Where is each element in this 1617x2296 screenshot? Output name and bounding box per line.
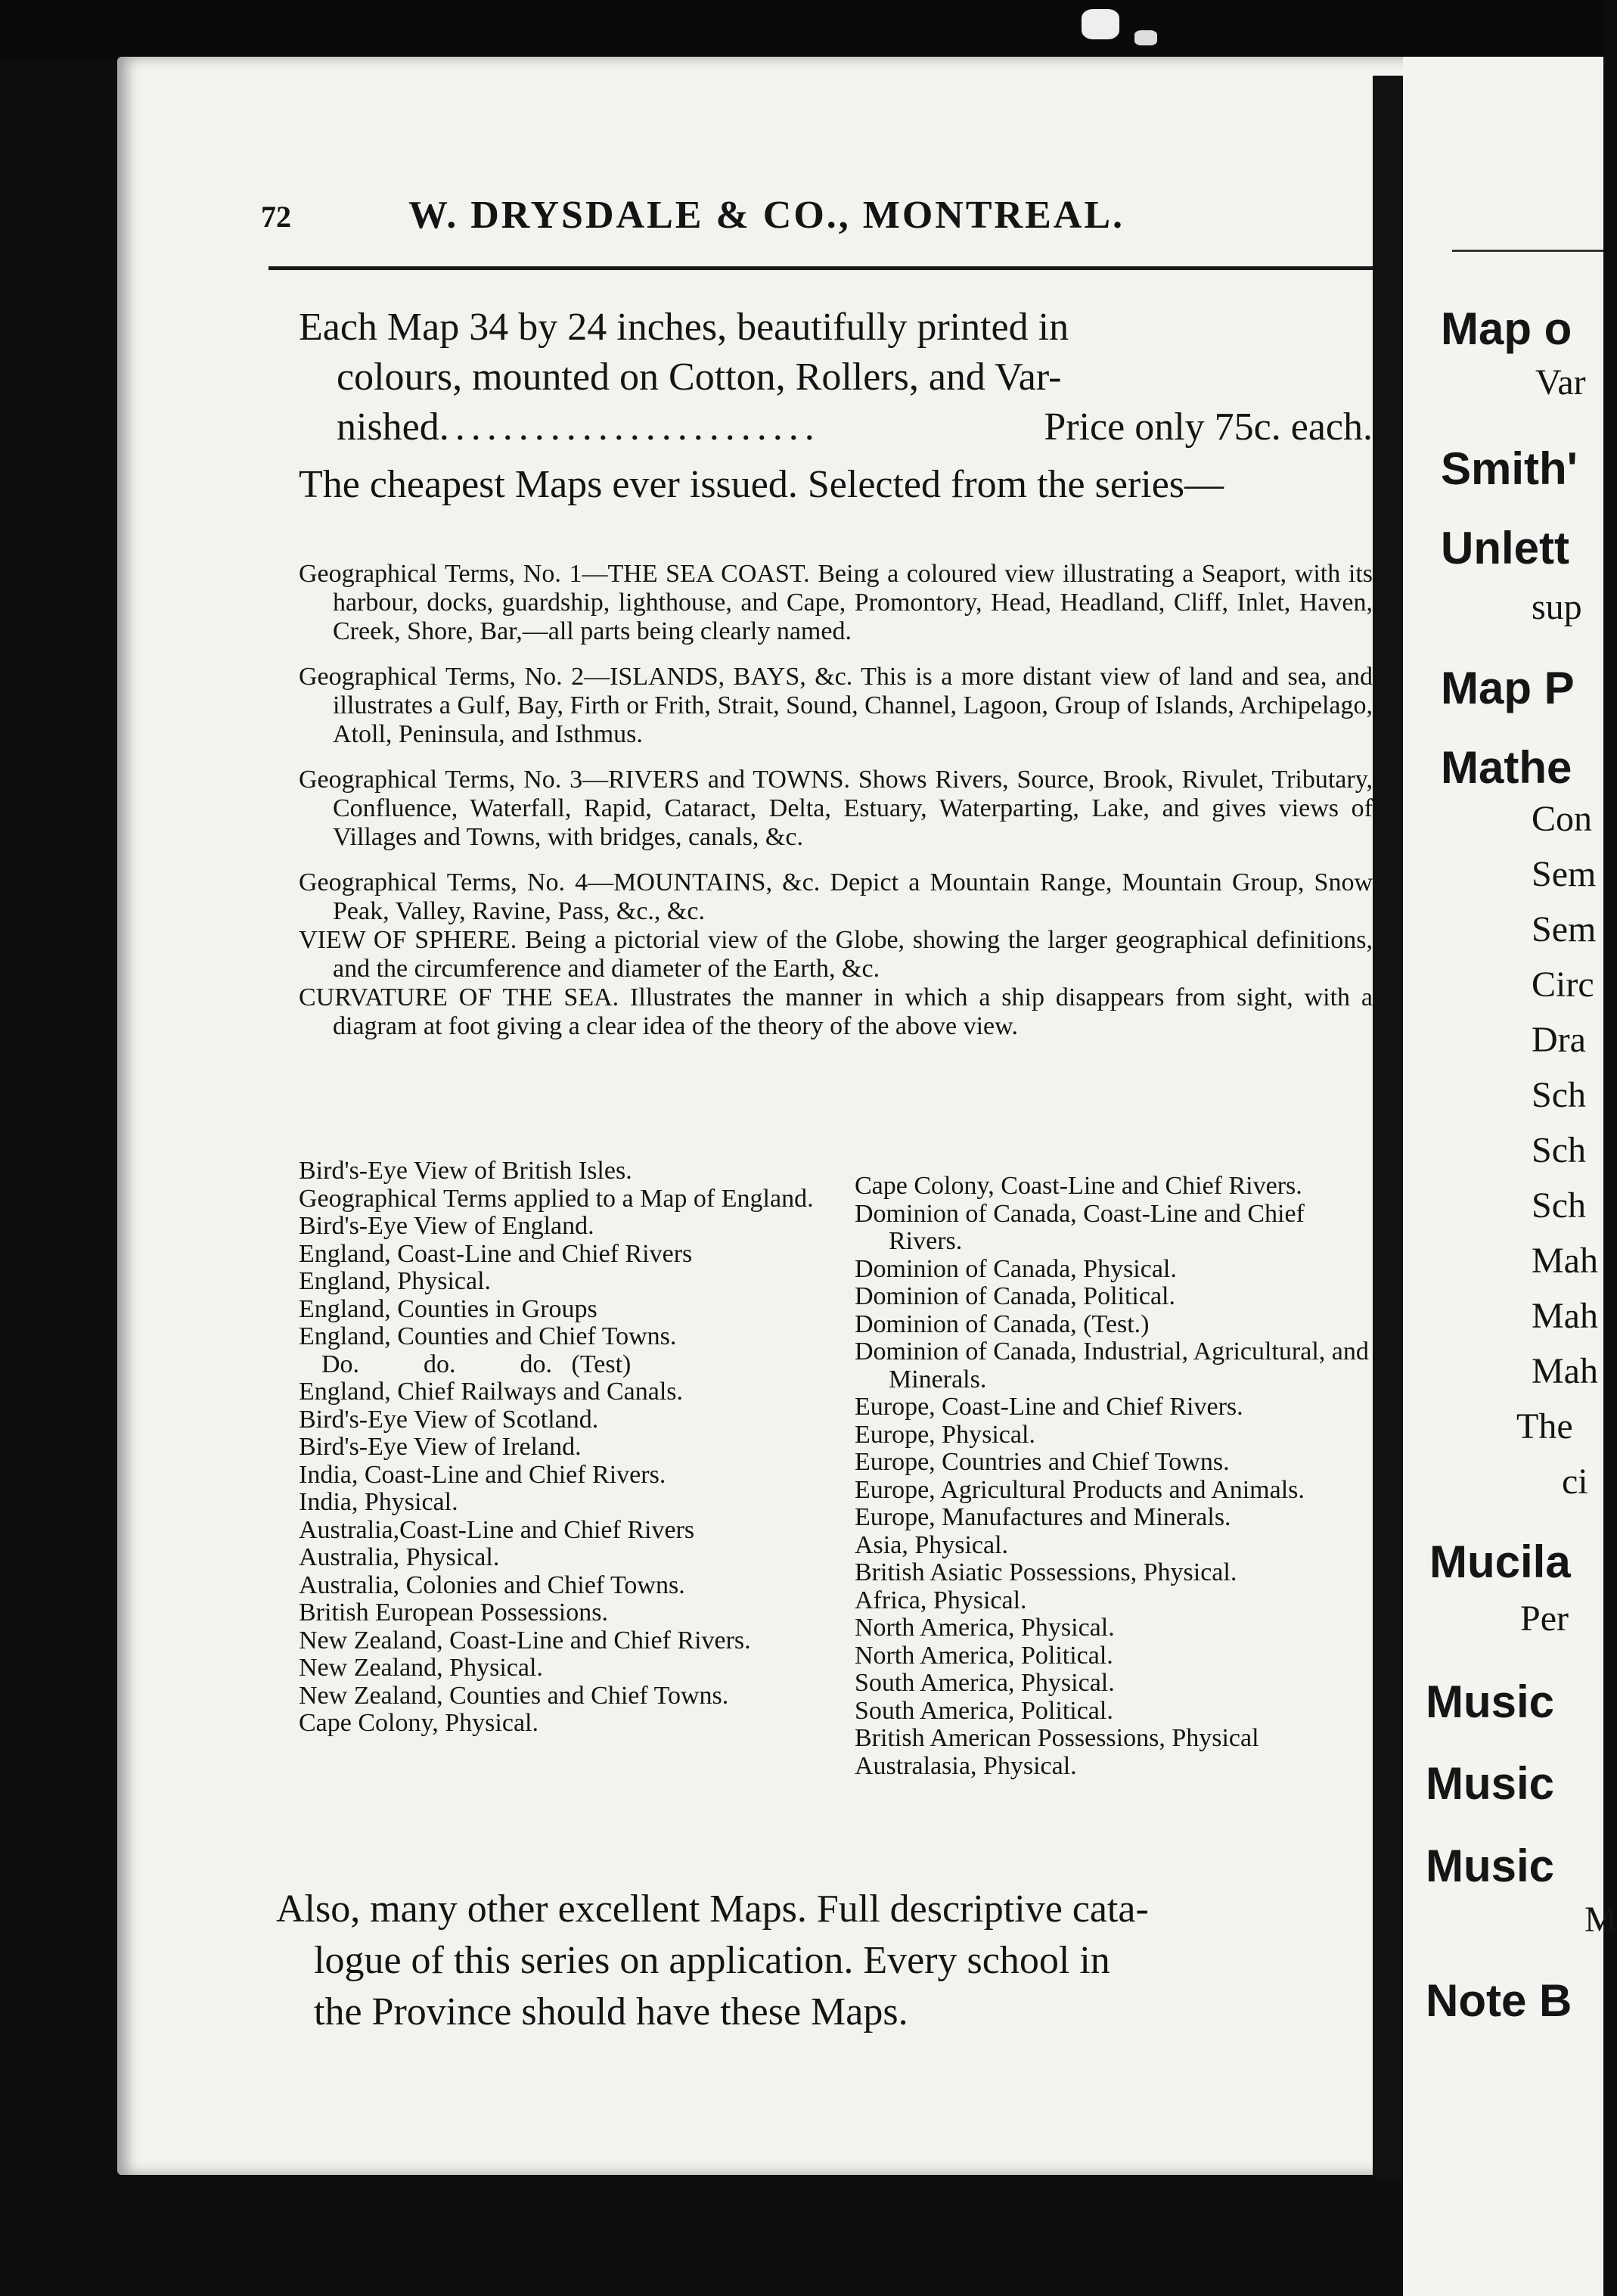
list-item: Australia, Colonies and Chief Towns.: [299, 1571, 685, 1599]
dust-speck: [1134, 30, 1157, 45]
right-fragment-heading: Mathe: [1441, 742, 1572, 793]
list-item: India, Physical.: [299, 1488, 458, 1516]
right-fragment-line: ci: [1562, 1462, 1588, 1502]
price-text: Price only 75c. each.: [1044, 405, 1373, 449]
right-page-rule: [1452, 250, 1603, 252]
right-fragment-line: M: [1584, 1900, 1617, 1940]
list-item: Bird's-Eye View of Scotland.: [299, 1405, 599, 1434]
list-item: Dominion of Canada, Political.: [855, 1282, 1175, 1310]
list-item: New Zealand, Coast-Line and Chief Rivers.: [299, 1626, 751, 1654]
closing-line: logue of this series on application. Every school in: [314, 1939, 1110, 1982]
series-description: Geographical Terms, No. 3—RIVERS and TOWNS. Shows Rivers, Source, Brook, Rivulet, Tributary, Confluence, Waterfall, Rapid, Cataract, Delta, Estuary, Waterparting, Lake, and gives views of Villages and Towns, with bridges, canals, &c.: [299, 766, 1373, 851]
right-fragment-heading: Music: [1426, 1758, 1555, 1809]
list-item: Cape Colony, Coast-Line and Chief Rivers.: [855, 1172, 1302, 1200]
right-fragment-line: The: [1516, 1406, 1573, 1446]
intro-paragraph: [299, 303, 1373, 510]
page-gutter: [1373, 76, 1403, 2179]
list-item: Dominion of Canada, Physical.: [855, 1254, 1177, 1283]
list-item: Europe, Coast-Line and Chief Rivers.: [855, 1393, 1243, 1421]
right-fragment-line: Var: [1535, 362, 1586, 402]
list-item: Australia, Physical.: [299, 1543, 500, 1571]
right-fragment-line: Per: [1520, 1599, 1569, 1639]
closing-paragraph: [276, 1884, 1350, 2038]
list-item: British Asiatic Possessions, Physical.: [855, 1558, 1237, 1586]
right-fragment-heading: Music: [1426, 1841, 1555, 1891]
intro-line-start: nished: [337, 405, 439, 449]
right-fragment-heading: Mucila: [1429, 1536, 1571, 1587]
right-fragment-line: Mah: [1532, 1241, 1598, 1281]
list-item: Europe, Agricultural Products and Animals.: [855, 1475, 1305, 1504]
list-item: Bird's-Eye View of British Isles.: [299, 1157, 632, 1185]
intro-line: colours, mounted on Cotton, Rollers, and Var-: [337, 356, 1062, 399]
series-descriptions: [299, 560, 1373, 1058]
closing-line: Also, many other excellent Maps. Full descriptive cata-: [276, 1887, 1149, 1931]
list-item: North America, Political.: [855, 1641, 1113, 1670]
series-description: Geographical Terms, No. 1—THE SEA COAST. Being a coloured view illustrating a Seaport, with its harbour, docks, guardship, lighthouse, and Cape, Promontory, Head, Headland, Cliff, Inlet, Haven, Creek, Shore, Bar,—all parts being clearly named.: [299, 560, 1373, 645]
list-item: Asia, Physical.: [855, 1530, 1009, 1559]
running-head: W. DRYSDALE & CO., MONTREAL.: [408, 194, 1125, 237]
list-item: Dominion of Canada, Coast-Line and Chief Rivers.: [855, 1199, 1305, 1255]
list-item: England, Chief Railways and Canals.: [299, 1378, 684, 1406]
price-line: [299, 402, 1373, 452]
list-item: Do. do. do. (Test): [321, 1350, 632, 1378]
scan-background: [0, 0, 1603, 61]
series-description: VIEW OF SPHERE. Being a pictorial view of the Globe, showing the larger geographical definitions, and the circumference and diameter of the Earth, &c.: [299, 926, 1373, 983]
list-item: Geographical Terms applied to a Map of England.: [299, 1184, 814, 1213]
right-fragment-heading: Music: [1426, 1676, 1555, 1727]
right-fragment-heading: Map o: [1441, 303, 1572, 354]
list-item: New Zealand, Counties and Chief Towns.: [299, 1681, 729, 1710]
leader-dots: ........................: [439, 405, 821, 449]
right-fragment-line: sup: [1532, 587, 1582, 627]
list-item: Australasia, Physical.: [855, 1751, 1077, 1780]
list-item: Australia,Coast-Line and Chief Rivers: [299, 1515, 695, 1544]
maps-list-left: [299, 1157, 828, 1738]
list-item: Africa, Physical.: [855, 1586, 1027, 1614]
list-item: Bird's-Eye View of England.: [299, 1212, 594, 1240]
series-description: CURVATURE OF THE SEA. Illustrates the manner in which a ship disappears from sight, with a diagram at foot giving a clear idea of the theory of the above view.: [299, 983, 1373, 1040]
list-item: England, Counties and Chief Towns.: [299, 1322, 677, 1350]
right-fragment-heading: Unlett: [1441, 523, 1569, 573]
list-item: England, Physical.: [299, 1267, 492, 1295]
list-item: Cape Colony, Physical.: [299, 1709, 538, 1737]
intro-line: Each Map 34 by 24 inches, beautifully printed in: [299, 306, 1069, 349]
list-item: India, Coast-Line and Chief Rivers.: [299, 1460, 666, 1489]
right-fragment-line: Sch: [1532, 1130, 1586, 1170]
page-number: 72: [261, 200, 291, 234]
series-description: Geographical Terms, No. 4—MOUNTAINS, &c. Depict a Mountain Range, Mountain Group, Snow Peak, Valley, Ravine, Pass, &c., &c.: [299, 868, 1373, 925]
right-fragment-line: Circ: [1532, 965, 1594, 1005]
list-item: Dominion of Canada, (Test.): [855, 1310, 1150, 1338]
right-fragment-line: Sem: [1532, 909, 1597, 949]
right-fragment-line: Mah: [1532, 1351, 1598, 1391]
right-fragment-line: Sch: [1532, 1185, 1586, 1226]
list-item: South America, Political.: [855, 1696, 1113, 1725]
closing-line: the Province should have these Maps.: [314, 1990, 908, 2033]
list-item: British American Possessions, Physical: [855, 1724, 1259, 1752]
page-header: [261, 193, 1373, 253]
right-fragment-heading: Smith': [1441, 443, 1578, 494]
list-item: Dominion of Canada, Industrial, Agricultural, and Minerals.: [855, 1338, 1369, 1393]
list-item: England, Counties in Groups: [299, 1294, 597, 1323]
dust-speck: [1082, 9, 1119, 39]
intro-line: The cheapest Maps ever issued. Selected from the series—: [299, 463, 1224, 506]
right-fragment-line: Mah: [1532, 1296, 1598, 1336]
list-item: Europe, Physical.: [855, 1420, 1035, 1449]
list-item: Europe, Manufactures and Minerals.: [855, 1503, 1231, 1531]
right-fragment-line: Dra: [1532, 1020, 1586, 1060]
maps-list-right: [855, 1173, 1373, 1780]
list-item: England, Coast-Line and Chief Rivers: [299, 1239, 693, 1268]
series-description: Geographical Terms, No. 2—ISLANDS, BAYS, &c. This is a more distant view of land and sea, and illustrates a Gulf, Bay, Firth or Frith, Strait, Sound, Channel, Lagoon, Group of Islands, Archipelago, Atoll, Peninsula, and Isthmus.: [299, 663, 1373, 748]
list-item: Bird's-Eye View of Ireland.: [299, 1433, 582, 1461]
right-fragment-heading: Map P: [1441, 663, 1575, 713]
list-item: British European Possessions.: [299, 1599, 608, 1626]
right-fragment-line: Sch: [1532, 1075, 1586, 1115]
list-item: South America, Physical.: [855, 1669, 1115, 1697]
list-item: Europe, Countries and Chief Towns.: [855, 1448, 1230, 1476]
right-fragment-line: Sem: [1532, 854, 1597, 894]
header-rule: [268, 266, 1373, 270]
list-item: New Zealand, Physical.: [299, 1654, 543, 1682]
right-fragment-heading: Note B: [1426, 1975, 1572, 2026]
right-fragment-line: Con: [1532, 799, 1593, 839]
list-item: North America, Physical.: [855, 1614, 1115, 1642]
